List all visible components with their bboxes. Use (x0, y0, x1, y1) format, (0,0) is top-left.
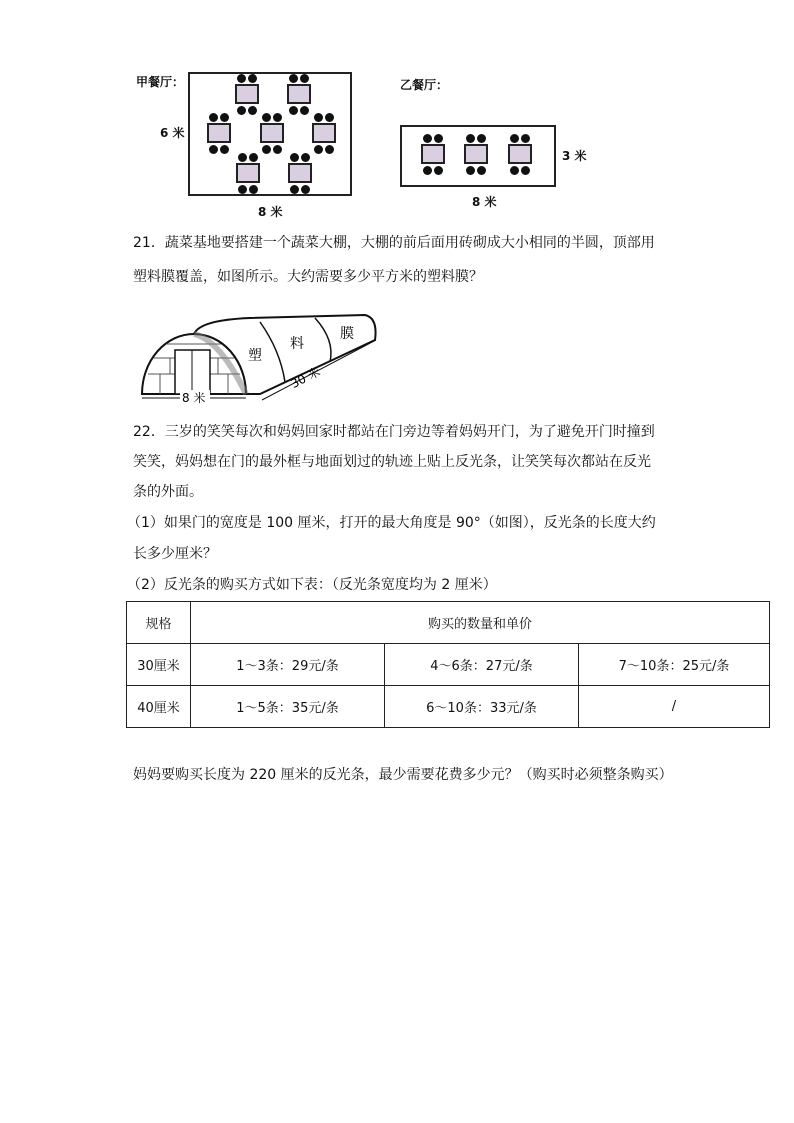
table-cell: 30厘米 (127, 644, 191, 686)
chair (300, 74, 309, 83)
chair (209, 145, 218, 154)
q22-sub1-line1: （1）如果门的宽度是 100 厘米，打开的最大角度是 90°（如图），反光条的长度大约 (127, 515, 656, 531)
chair (237, 106, 246, 115)
chair (262, 113, 271, 122)
q21-text-line2: 塑料膜覆盖，如图所示。大约需要多少平方米的塑料膜？ (133, 269, 483, 285)
table-cell: 40厘米 (127, 686, 191, 728)
dining-table (463, 133, 489, 177)
chair (466, 166, 475, 175)
table-top (464, 144, 488, 164)
dining-table (507, 133, 533, 177)
chair (249, 185, 258, 194)
chair (325, 113, 334, 122)
table-cell: 1～5条：35元/条 (191, 686, 385, 728)
table-top (421, 144, 445, 164)
chair (290, 153, 299, 162)
q21-text-line1: 21．蔬菜基地要搭建一个蔬菜大棚，大棚的前后面用砖砌成大小相同的半圆，顶部用 (133, 235, 655, 251)
dining-table (259, 112, 285, 156)
chair (314, 113, 323, 122)
chair (220, 113, 229, 122)
q22-text-line1: 22．三岁的笑笑每次和妈妈回家时都站在门旁边等着妈妈开门，为了避免开门时撞到 (133, 424, 655, 440)
chair (273, 145, 282, 154)
greenhouse-figure (130, 310, 390, 410)
table-top (236, 163, 260, 183)
chair (477, 166, 486, 175)
table-top (260, 123, 284, 143)
table-cell: 7～10条：25元/条 (579, 644, 770, 686)
chair (521, 134, 530, 143)
restaurant-jia-floor (188, 72, 352, 196)
chair (423, 166, 432, 175)
chair (521, 166, 530, 175)
restaurant-yi-height: 3 米 (562, 149, 587, 163)
table-top (312, 123, 336, 143)
table-cell: 4～6条：27元/条 (385, 644, 579, 686)
q22-text-line2: 笑笑，妈妈想在门的最外框与地面划过的轨迹上贴上反光条，让笑笑每次都站在反光 (133, 454, 651, 470)
restaurant-jia-width: 8 米 (258, 205, 283, 219)
dining-table (311, 112, 337, 156)
chair (289, 106, 298, 115)
q22-text-line3: 条的外面。 (133, 484, 203, 500)
chair (477, 134, 486, 143)
restaurant-yi-width: 8 米 (472, 195, 497, 209)
price-table (126, 601, 770, 728)
chair (434, 166, 443, 175)
chair (300, 106, 309, 115)
header-spec: 规格 (127, 602, 191, 644)
table-row (127, 644, 770, 686)
table-top (508, 144, 532, 164)
header-quantity-price: 购买的数量和单价 (191, 602, 770, 644)
chair (434, 134, 443, 143)
chair (290, 185, 299, 194)
table-row (127, 686, 770, 728)
table-cell: 1～3条：29元/条 (191, 644, 385, 686)
restaurant-jia-label: 甲餐厅： (136, 75, 185, 89)
film-word-1: 塑 (248, 348, 262, 364)
restaurant-jia-height: 6 米 (160, 126, 185, 140)
restaurant-yi-label: 乙餐厅： (400, 78, 449, 92)
chair (249, 153, 258, 162)
chair (301, 153, 310, 162)
dining-table (235, 152, 261, 196)
dining-table (234, 73, 260, 117)
chair (220, 145, 229, 154)
chair (510, 134, 519, 143)
chair (273, 113, 282, 122)
table-cell: 6～10条：33元/条 (385, 686, 579, 728)
table-top (235, 84, 259, 104)
dining-table (206, 112, 232, 156)
chair (262, 145, 271, 154)
dining-table (286, 73, 312, 117)
chair (237, 74, 246, 83)
table-header-row (127, 602, 770, 644)
chair (301, 185, 310, 194)
chair (209, 113, 218, 122)
chair (238, 185, 247, 194)
chair (466, 134, 475, 143)
table-top (288, 163, 312, 183)
chair (325, 145, 334, 154)
table-top (287, 84, 311, 104)
width-label: 8 米 (182, 391, 206, 405)
dining-table (420, 133, 446, 177)
table-cell: / (579, 686, 770, 728)
chair (248, 74, 257, 83)
dining-table (287, 152, 313, 196)
table-top (207, 123, 231, 143)
length-label: 30 米 (288, 364, 323, 392)
chair (238, 153, 247, 162)
film-word-3: 膜 (340, 326, 354, 342)
chair (314, 145, 323, 154)
chair (289, 74, 298, 83)
chair (423, 134, 432, 143)
chair (248, 106, 257, 115)
q22-sub2: （2）反光条的购买方式如下表：（反光条宽度均为 2 厘米） (127, 577, 497, 593)
restaurant-yi-floor (400, 125, 556, 187)
chair (510, 166, 519, 175)
q22-sub1-line2: 长多少厘米？ (133, 546, 217, 562)
q22-question: 妈妈要购买长度为 220 厘米的反光条，最少需要花费多少元？（购买时必须整条购买） (133, 767, 673, 783)
film-word-2: 料 (290, 336, 304, 352)
